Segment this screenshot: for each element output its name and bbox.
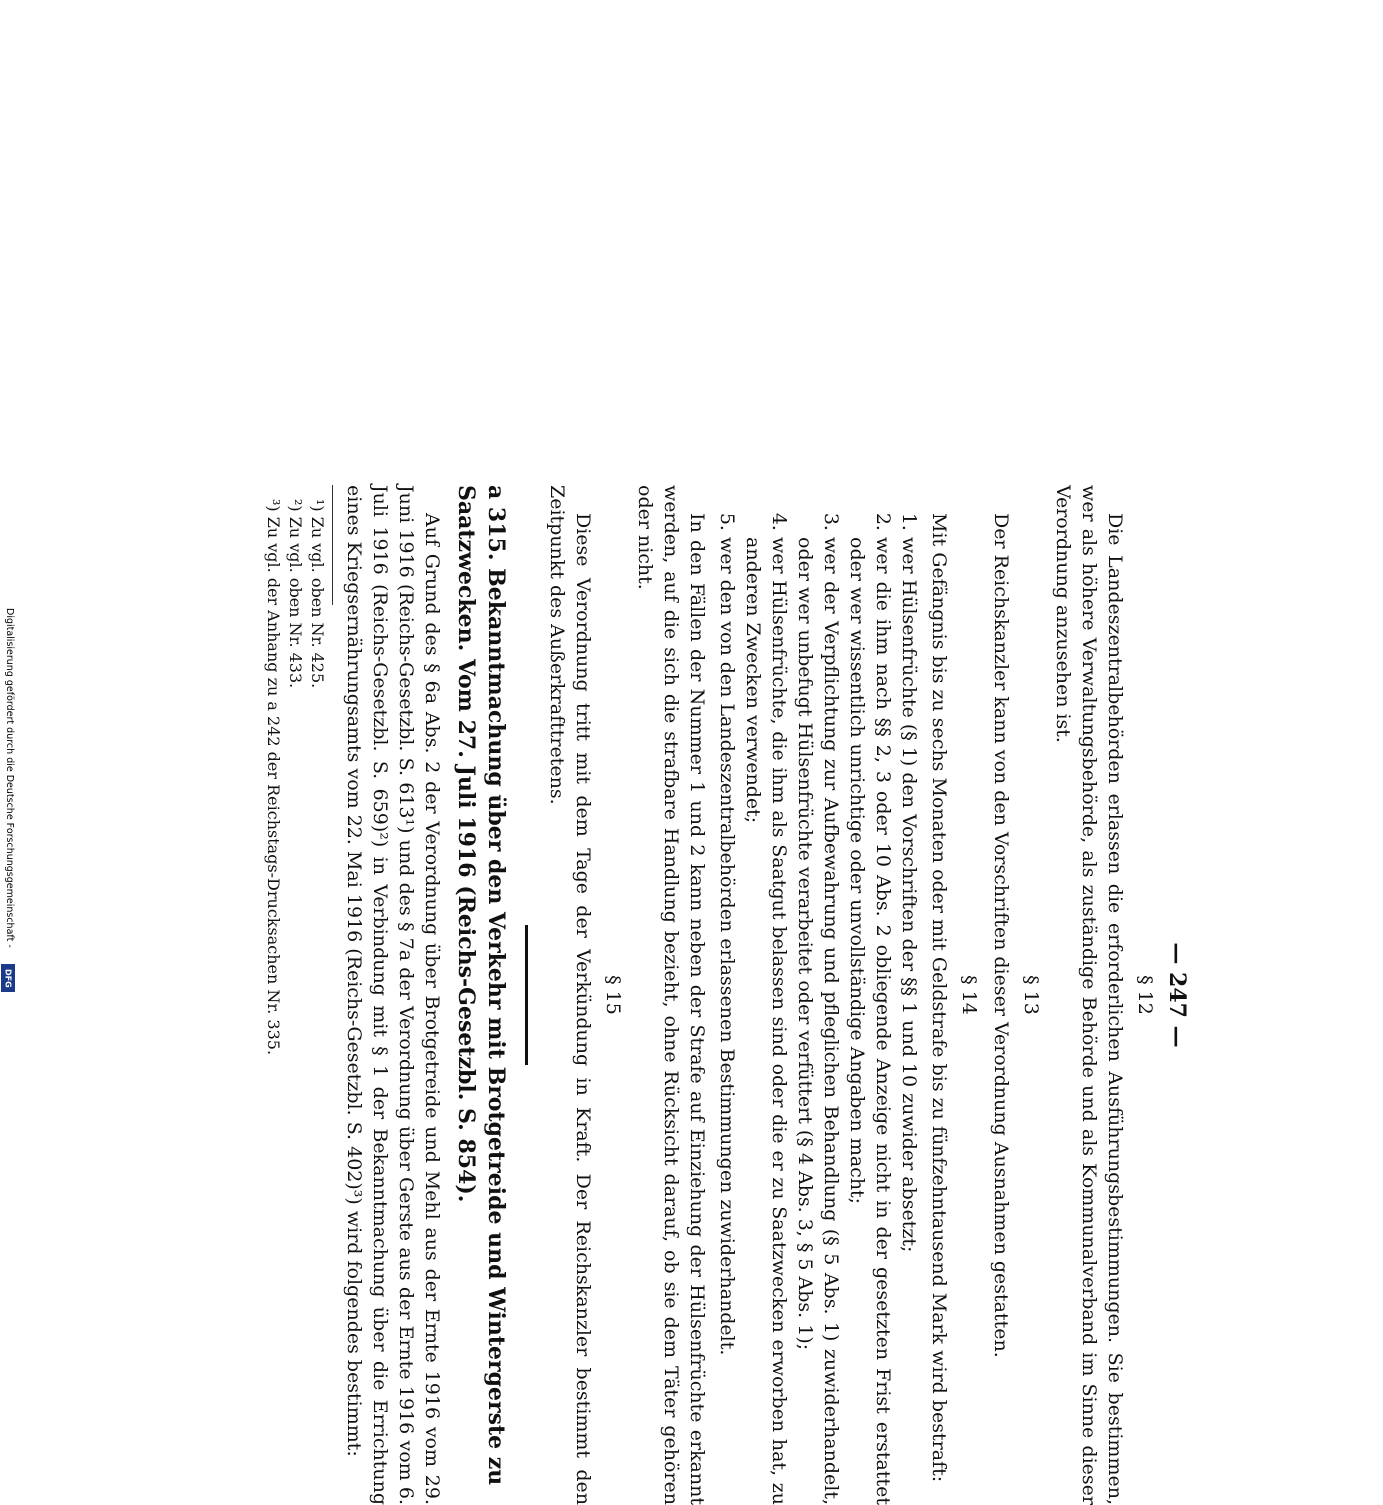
footnote: ³) Zu vgl. der Anhang zu a 242 der Reichstags-Drucksachen Nr. 335. (264, 499, 283, 1056)
section-14-item: 2. wer die ihm nach §§ 2, 3 oder 10 Abs. 2 obliegende Anzeige nicht in der gesetzten Frist erstattet oder wer wissentlich unrichtige oder unvollständige Angaben macht; (844, 537, 896, 1505)
rotated-document-page (130, 485, 1190, 1505)
section-13-heading: § 13 (1020, 975, 1042, 1015)
section-14-item: 1. wer Hülsenfrüchte (§ 1) den Vorschriften der §§ 1 und 10 zuwider absetzt; (896, 537, 922, 1505)
footnote-divider (332, 485, 333, 605)
section-12-heading: § 12 (1134, 975, 1156, 1015)
announcement-title-text: Bekanntmachung über den Verkehr mit Brotgetreide und Wintergerste zu Saatzwecken. Vom 27. Juli 1916 (Reichs-Gesetzbl. S. 854). (453, 485, 509, 1486)
section-12-text: Die Landeszentralbehörden erlassen die erforderlichen Ausführungsbestimmungen. Sie bestimmen, wer als höhere Verwaltungsbehörde, als zuständige Behörde und als Kommunalverband im Sinne dieser Verordnung anzusehen ist. (1052, 485, 1126, 1505)
section-15-heading: § 15 (602, 975, 624, 1015)
section-14-closing: In den Fällen der Nummer 1 und 2 kann neben der Strafe auf Einziehung der Hülsenfrüchte erkannt werden, auf die sich die strafbare Handlung bezieht, ohne Rücksicht darauf, ob sie dem Täter gehören oder nicht. (634, 485, 708, 1505)
announcement-text: Auf Grund des § 6a Abs. 2 der Verordnung über Brotgetreide und Mehl aus der Ernte 1916 vom 29. Juni 1916 (Reichs-Gesetzbl. S. 613¹) und des § 7a der Verordnung über Gerste aus der Ernte 1916 vom 6. Juli 1916 (Reichs-Gesetzbl. S. 659)²) in Verbindung mit § 1 der Bekanntmachung über die Errichtung eines Kriegsernährungsamts vom 22. Mai 1916 (Reichs-Gesetzbl. S. 402)³) wird folgendes bestimmt: (343, 485, 443, 1505)
announcement-title (451, 485, 511, 1505)
digitization-credit: Digitalisierung gefördert durch die Deutsche Forschungsgemeinschaft - (4, 608, 15, 948)
section-14-item: 3. wer der Verpflichtung zur Aufbewahrung und pfleglichen Behandlung (§ 5 Abs. 1) zuwiderhandelt, oder wer unbefugt Hülsenfrüchte verarbeitet oder verfüttert (§ 4 Abs. 3, § 5 Abs. 1); (792, 537, 844, 1505)
dfg-logo: DFG (1, 964, 15, 992)
section-14-list (714, 485, 922, 1505)
section-14-heading: § 14 (958, 975, 980, 1015)
section-15-text: Diese Verordnung tritt mit dem Tage der Verkündung in Kraft. Der Reichskanzler bestimmt den Zeitpunkt des Außerkrafttretens. (546, 485, 594, 1505)
page-number: — 247 — (1164, 942, 1190, 1048)
section-14-item: 5. wer den von den Landeszentralbehörden erlassenen Bestimmungen zuwiderhandelt. (714, 537, 740, 1505)
section-14-item: 4. wer Hülsenfrüchte, die ihm als Saatgut belassen sind oder die er zu Saatzwecken erworben hat, zu anderen Zwecken verwendet; (740, 537, 792, 1505)
section-13-text: Der Reichskanzler kann von den Vorschriften dieser Verordnung Ausnahmen gestatten. (990, 513, 1012, 1358)
announcement-number: a 315. (483, 485, 509, 561)
section-divider (525, 925, 528, 1065)
section-14-intro: Mit Gefängnis bis zu sechs Monaten oder mit Geldstrafe bis zu fünfzehntausend Mark wird bestraft: (928, 513, 950, 1483)
footnote: ²) Zu vgl. oben Nr. 433. (286, 499, 305, 689)
footnote: ¹) Zu vgl. oben Nr. 425. (308, 499, 327, 689)
